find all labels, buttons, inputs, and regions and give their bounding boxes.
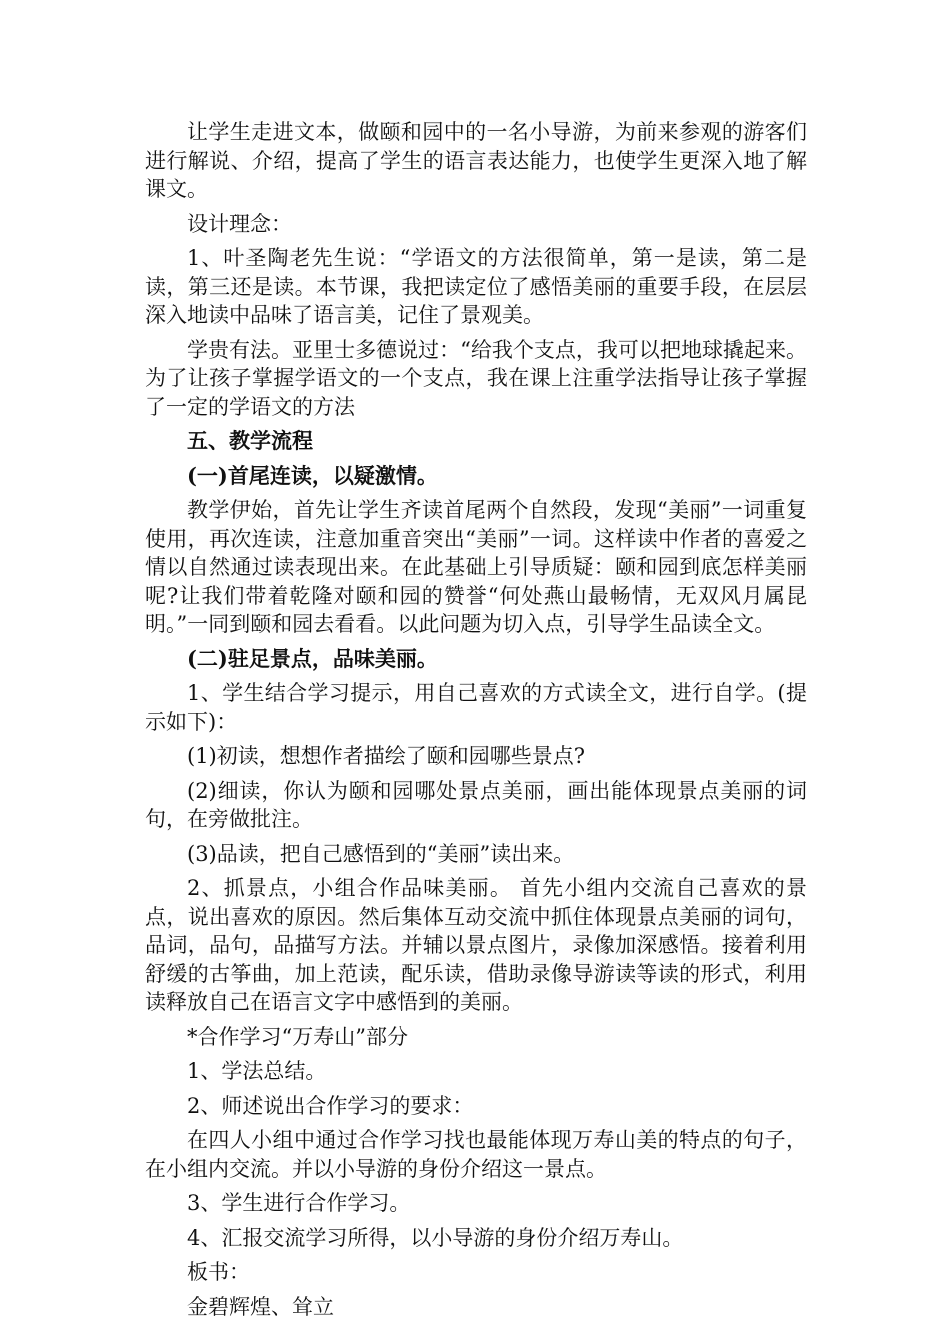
subheading-part-2: (二)驻足景点，品味美丽。 bbox=[187, 645, 438, 671]
cooperative-learning-label: *合作学习“万寿山”部分 bbox=[187, 1024, 408, 1049]
coop-item-4: 4、汇报交流学习所得，以小导游的身份介绍万寿山。 bbox=[187, 1225, 684, 1250]
blackboard-line-1: 金碧辉煌、耸立 bbox=[187, 1294, 334, 1319]
intro-paragraph: 让学生走进文本，做颐和园中的一名小导游，为前来参观的游客们进行解说、介绍，提高了学生的语言表达能力，也使学生更深入地了解课文。 bbox=[145, 120, 807, 201]
section-heading-teaching-process: 五、教学流程 bbox=[187, 428, 313, 453]
hint-1: (1)初读，想想作者描绘了颐和园哪些景点? bbox=[187, 744, 586, 768]
hint-2: (2)细读，你认为颐和园哪处景点美丽，画出能体现景点美丽的词句，在旁做批注。 bbox=[145, 778, 807, 831]
coop-requirement-paragraph: 在四人小组中通过合作学习找也最能体现万寿山美的特点的句子，在小组内交流。并以小导游的身份介绍这一景点。 bbox=[145, 1128, 807, 1181]
document-page bbox=[145, 118, 807, 1327]
coop-item-1: 1、学法总结。 bbox=[187, 1059, 327, 1083]
concept-paragraph-1: 1、叶圣陶老先生说：“学语文的方法很简单，第一是读，第二是读，第三还是读。本节课，我把读定位了感悟美丽的重要手段，在层层深入地读中品味了语言美，记住了景观美。 bbox=[145, 246, 807, 327]
design-concept-label: 设计理念： bbox=[187, 211, 292, 236]
step-1-paragraph: 1、学生结合学习提示，用自己喜欢的方式读全文，进行自学。(提示如下)： bbox=[145, 681, 807, 734]
coop-item-3: 3、学生进行合作学习。 bbox=[187, 1191, 411, 1215]
subheading-part-1: (一)首尾连读，以疑激情。 bbox=[187, 462, 438, 488]
hint-3: (3)品读，把自己感悟到的“美丽”读出来。 bbox=[187, 841, 575, 866]
part-1-paragraph: 教学伊始，首先让学生齐读首尾两个自然段，发现“美丽”一词重复使用，再次连读，注意加重音突出“美丽”一词。这样读中作者的喜爱之情以自然通过读表现出来。在此基础上引导质疑：颐和园到底怎样美丽呢?让我们带着乾隆对颐和园的赞誉“何处燕山最畅情，无双风月属昆明。”一同到颐和园去看看。以此问题为切入点，引导学生品读全文。 bbox=[145, 498, 807, 636]
step-2-paragraph: 2、抓景点，小组合作品味美丽。 首先小组内交流自己喜欢的景点，说出喜欢的原因。然后集体互动交流中抓住体现景点美丽的词句，品词，品句，品描写方法。并辅以景点图片，录像加深感悟。接着利用舒缓的古筝曲，加上范读，配乐读，借助录像导游读等读的形式，利用读释放自己在语言文字中感悟到的美丽。 bbox=[145, 876, 807, 1014]
concept-paragraph-2: 学贵有法。亚里士多德说过：“给我个支点，我可以把地球撬起来。为了让孩子掌握学语文的一个支点，我在课上注重学法指导让孩子掌握了一定的学语文的方法 bbox=[145, 337, 807, 419]
coop-item-2: 2、师述说出合作学习的要求： bbox=[187, 1093, 474, 1118]
blackboard-label: 板书： bbox=[187, 1260, 250, 1284]
